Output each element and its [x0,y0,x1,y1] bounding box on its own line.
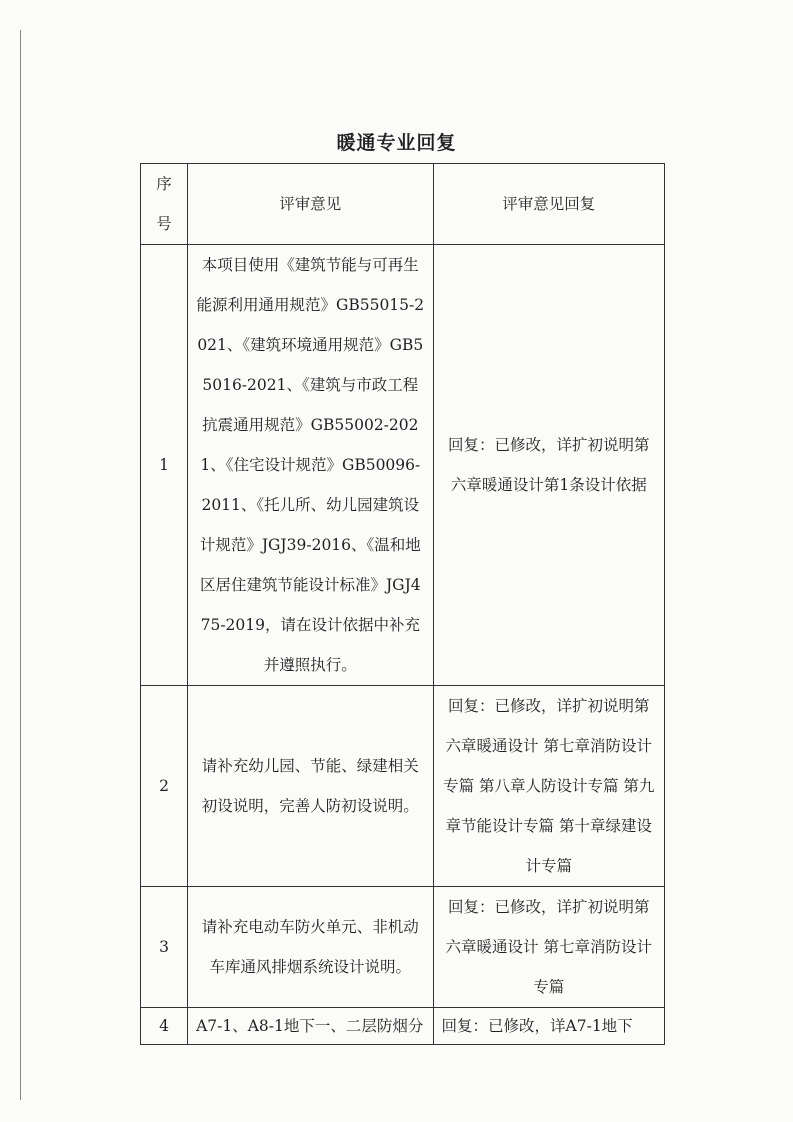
header-serial-number: 序号 [141,164,188,245]
review-reply-text: 回复：已修改，详A7-1地下 [441,1017,633,1035]
review-reply [433,686,664,887]
review-comment [188,686,433,887]
review-comment [188,245,433,686]
row-number: 2 [141,686,188,887]
table-row [141,1008,665,1045]
review-reply [433,245,664,686]
review-reply-text: 回复：已修改，详扩初说明第六章暖通设计 第七章消防设计专篇 第八章人防设计专篇 第九章节能设计专篇 第十章绿建设计专篇 [443,697,655,875]
table-row [141,887,665,1008]
review-reply [433,887,664,1008]
review-comment-text: 本项目使用《建筑节能与可再生能源利用通用规范》GB55015-2021、《建筑环境通用规范》GB55016-2021、《建筑与市政工程抗震通用规范》GB55002-2021、《住宅设计规范》GB50096-2011、《托儿所、幼儿园建筑设计规范》JGJ39-2016、《温和地区居住建筑节能设计标准》JGJ475-2019，请在设计依据中补充并遵照执行。 [196,256,425,674]
review-reply-text: 回复：已修改，详扩初说明第六章暖通设计 第七章消防设计专篇 [445,898,652,996]
table-row [141,686,665,887]
scan-edge-line [20,30,21,1100]
review-comment-text: 请补充电动车防火单元、非机动车库通风排烟系统设计说明。 [201,918,419,976]
review-reply [433,1008,664,1045]
header-review-reply: 评审意见回复 [433,164,664,245]
table-row [141,245,665,686]
review-comment-text: A7-1、A8-1地下一、二层防烟分 [196,1017,424,1035]
page-title: 暖通专业回复 [336,132,457,154]
review-reply-text: 回复：已修改，详扩初说明第六章暖通设计第1条设计依据 [448,436,650,494]
row-number: 4 [141,1008,188,1045]
row-number: 3 [141,887,188,1008]
header-review-comment: 评审意见 [188,164,433,245]
review-comment [188,887,433,1008]
review-comment [188,1008,433,1045]
table-header-row [141,164,665,245]
review-comment-text: 请补充幼儿园、节能、绿建相关初设说明，完善人防初设说明。 [201,757,419,815]
review-table [140,163,665,1045]
row-number: 1 [141,245,188,686]
